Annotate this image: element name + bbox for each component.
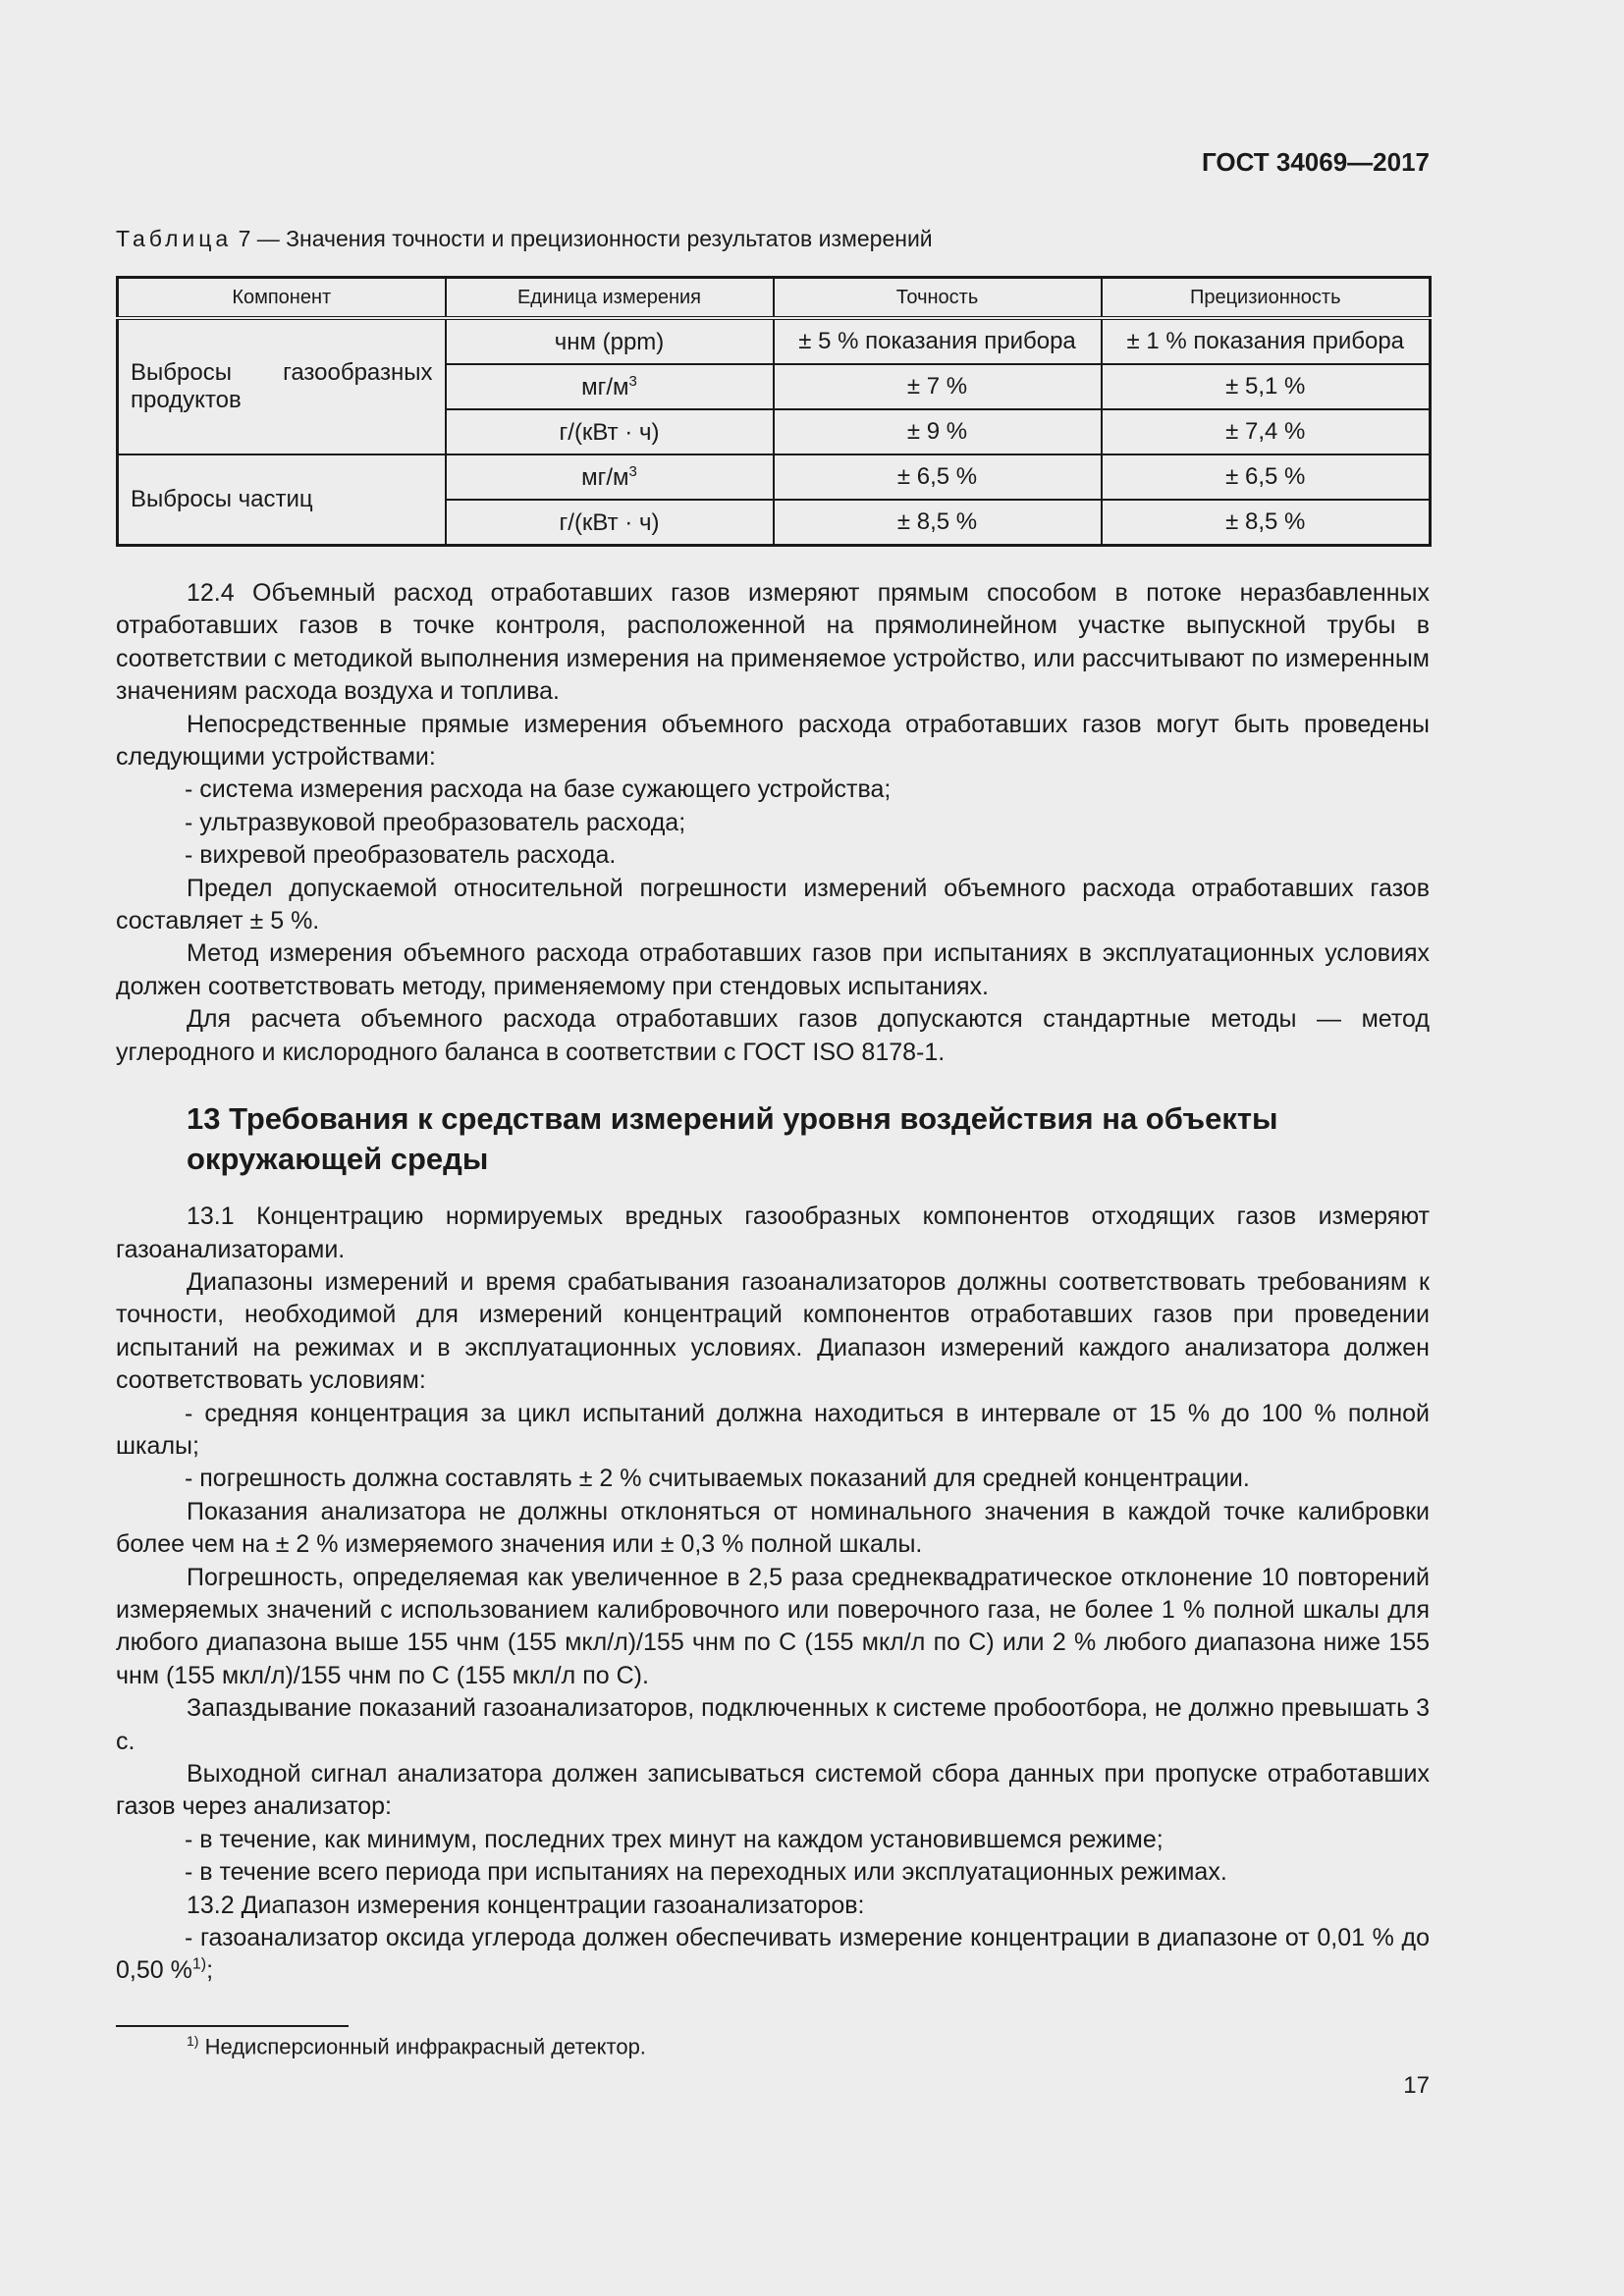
component-gaseous: Выбросы газообразных продуктов <box>118 318 446 454</box>
table-row <box>118 318 1431 364</box>
table-caption <box>116 226 933 252</box>
unit-cell: г/(кВт · ч) <box>446 500 774 546</box>
paragraph: Диапазоны измерений и время срабатывания газоанализаторов должны соответствовать требованиям к точности, необходимой для измерений концентраций компонентов отработавших газов при проведении испытаний на режимах и в эксплуатационных условиях. Диапазон измерений каждого анализатора должен соответствовать условиям: <box>116 1267 1430 1395</box>
table-row <box>118 454 1431 500</box>
footnote-reference[interactable]: 1) <box>191 1956 207 1974</box>
paragraph: Показания анализатора не должны отклоняться от номинального значения в каждой точке калибровки более чем на ± 2 % измеряемого значения или ± 0,3 % полной шкалы. <box>116 1497 1430 1559</box>
paragraph: 13.2 Диапазон измерения концентрации газоанализаторов: <box>187 1891 865 1919</box>
precision-cell: ± 5,1 % <box>1102 364 1431 409</box>
paragraph: Для расчета объемного расхода отработавших газов допускаются стандартные методы — метод углеродного и кислородного баланса в соответствии с ГОСТ ISO 8178-1. <box>116 1005 1430 1066</box>
paragraph: Запаздывание показаний газоанализаторов, подключенных к системе пробоотбора, не должно превышать 3 с. <box>116 1694 1430 1755</box>
page-number: 17 <box>1403 2072 1430 2099</box>
unit-cell: г/(кВт · ч) <box>446 409 774 454</box>
list-item: - в течение всего периода при испытаниях на переходных или эксплуатационных режимах. <box>185 1858 1227 1887</box>
accuracy-cell: ± 7 % <box>774 364 1102 409</box>
accuracy-precision-table <box>116 276 1432 547</box>
document-number: ГОСТ 34069—2017 <box>1202 147 1430 177</box>
unit-cell: $мг/м^3$ <box>446 364 774 409</box>
paragraph: 13.1 Концентрацию нормируемых вредных газообразных компонентов отходящих газов измеряют газоанализаторами. <box>116 1202 1430 1263</box>
list-item: - погрешность должна составлять ± 2 % считываемых показаний для средней концентрации. <box>185 1465 1250 1493</box>
precision-cell: ± 6,5 % <box>1102 454 1431 500</box>
list-item: - ультразвуковой преобразователь расхода; <box>185 808 686 836</box>
table-header-row <box>118 278 1431 319</box>
header-component: Компонент <box>118 278 446 319</box>
accuracy-cell: ± 5 % показания прибора <box>774 318 1102 364</box>
unit-cell: чнм (ppm) <box>446 318 774 364</box>
accuracy-cell: ± 8,5 % <box>774 500 1102 546</box>
paragraph: 12.4 Объемный расход отработавших газов измеряют прямым способом в потоке неразбавленных отработавших газов в точке контроля, расположенной на прямолинейном участке выпускной трубы в соответствии с методикой выполнения измерения на применяемое устройство, или рассчитывают по измеренным значениям расхода воздуха и топлива. <box>116 579 1430 706</box>
paragraph: Непосредственные прямые измерения объемного расхода отработавших газов могут быть проведены следующими устройствами: <box>116 710 1430 772</box>
table-caption-label: Таблица <box>116 226 233 251</box>
header-unit: Единица измерения <box>446 278 774 319</box>
list-item: - средняя концентрация за цикл испытаний должна находиться в интервале от 15 % до 100 % полной шкалы; <box>116 1399 1430 1460</box>
list-item: - вихревой преобразователь расхода. <box>185 841 617 870</box>
precision-cell: ± 7,4 % <box>1102 409 1431 454</box>
list-item: - в течение, как минимум, последних трех минут на каждом установившемся режиме; <box>185 1825 1164 1853</box>
footnote <box>187 2033 646 2059</box>
precision-cell: ± 1 % показания прибора <box>1102 318 1431 364</box>
footnote-marker: 1) <box>187 2033 199 2049</box>
paragraph: Выходной сигнал анализатора должен записываться системой сбора данных при пропуске отработавших газов через анализатор: <box>116 1760 1430 1821</box>
header-accuracy: Точность <box>774 278 1102 319</box>
list-item: - газоанализатор оксида углерода должен обеспечивать измерение концентрации в диапазоне от 0,01 % до 0,50 %$^{1)}$; <box>116 1924 1430 1985</box>
footnote-text: Недисперсионный инфракрасный детектор. <box>198 2034 646 2059</box>
precision-cell: ± 8,5 % <box>1102 500 1431 546</box>
accuracy-cell: ± 6,5 % <box>774 454 1102 500</box>
header-precision: Прецизионность <box>1102 278 1431 319</box>
table-caption-title: 7 — Значения точности и прецизионности результатов измерений <box>232 226 933 251</box>
paragraph: Метод измерения объемного расхода отработавших газов при испытаниях в эксплуатационных условиях должен соответствовать методу, применяемому при стендовых испытаниях. <box>116 939 1430 1000</box>
list-item: - система измерения расхода на базе сужающего устройства; <box>185 775 892 804</box>
paragraph: Предел допускаемой относительной погрешности измерений объемного расхода отработавших газов составляет ± 5 %. <box>116 874 1430 935</box>
accuracy-cell: ± 9 % <box>774 409 1102 454</box>
paragraph: Погрешность, определяемая как увеличенное в 2,5 раза среднеквадратическое отклонение 10 повторений измеряемых значений с использованием калибровочного или поверочного газа, не более 1 % полной шкалы для любого диапазона выше 155 чнм (155 мкл/л)/155 чнм по С (155 мкл/л по С) или 2 % любого диапазона ниже 155 чнм (155 мкл/л)/155 чнм по С (155 мкл/л по С). <box>116 1563 1430 1689</box>
component-particles: Выбросы частиц <box>118 454 446 546</box>
section-heading: 13 Требования к средствам измерений уровня воздействия на объекты окружающей среды <box>187 1101 1278 1177</box>
unit-cell: $мг/м^3$ <box>446 454 774 500</box>
document-body <box>116 577 1430 1988</box>
footnote-divider <box>116 2025 349 2027</box>
